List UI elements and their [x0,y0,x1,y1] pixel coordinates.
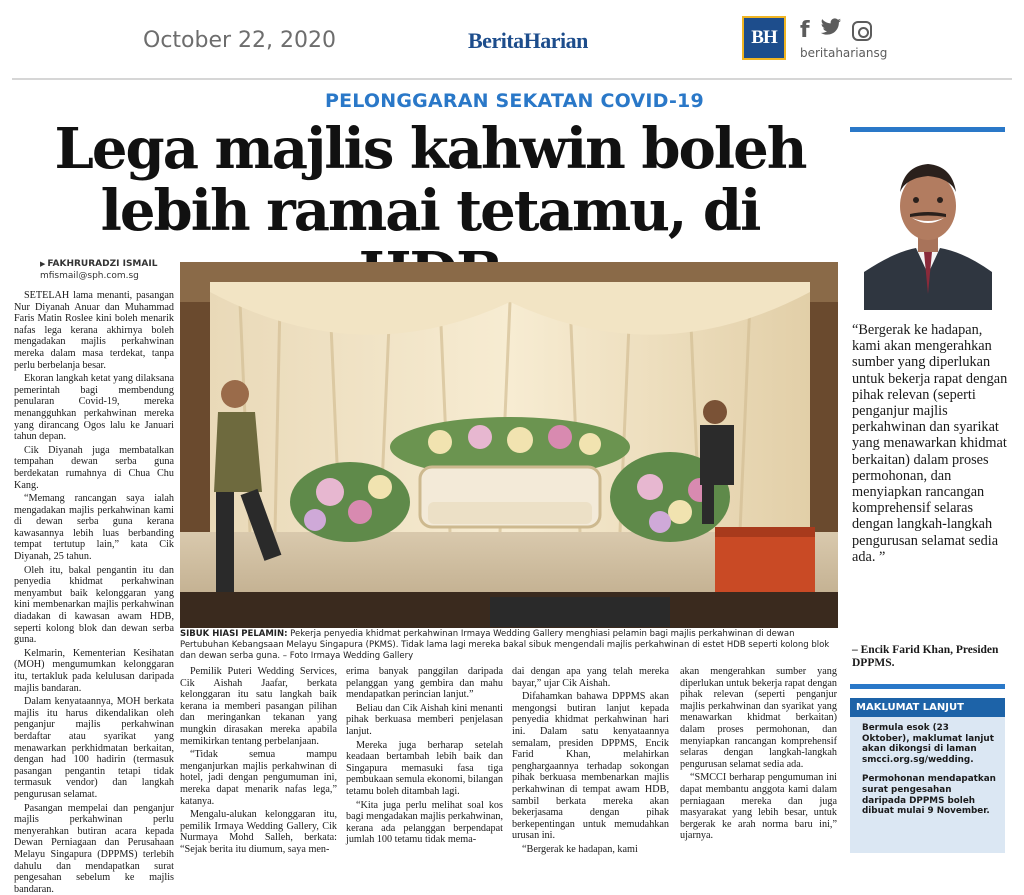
bh-logo[interactable]: BH [742,16,786,60]
headline-line-2: lebih ramai tetamu, di [100,178,760,244]
paragraph: Beliau dan Cik Aishah kini menanti pihak berkuasa memberi penjelasan lanjut. [346,702,503,737]
info-box-title: MAKLUMAT LANJUT [850,698,1005,717]
social-handle[interactable]: beritahariansg [800,46,888,60]
photo-caption [180,629,838,662]
info-box-divider [850,684,1005,689]
caption-text: Pekerja penyedia khidmat perkahwinan Irmaya Wedding Gallery menghiasi pelamin bagi majlis perkahwinan di dewan Pertubuhan Kebangsaan Melayu Singapura (PKMS). Tidak lama lagi mereka bakal sibuk mengendali majlis perkahwinan di estet HDB seperti kolong blok dan dewan serba guna. – Foto Irmaya Wedding Gallery [180,629,830,661]
paragraph: Oleh itu, bakal pengantin itu dan penyedia khidmat perkahwinan menyambut baik kelonggaran yang kini membenarkan majlis perkahwinan diadakan di kawasan awam HDB, seperti kolong blok dan dewan serba guna. [14,564,174,646]
paragraph: akan mengerahkan sumber yang diperlukan untuk bekerja rapat dengan pihak relevan (seperti penganjur majlis perkahwinan dan syarikat yang menawarkan khidmat berkaitan) dalam proses permohonan, dan menyiapkan rancangan komprehensif selaras dengan langkah-langkah pengurusan selamat sedia ada. [680,666,837,770]
article-column-3 [346,666,503,856]
article-column-1 [14,290,174,895]
byline-email[interactable]: mfismail@sph.com.sg [40,271,139,281]
paragraph: Mereka juga berharap setelah keadaan bertambah lebih baik dan Singapura memasuki fasa tiga pembukaan semula ekonomi, bilangan tetamu boleh ditambah lagi. [346,739,503,797]
paragraph: “Tidak semua mampu menganjurkan majlis perkahwinan di hotel, jadi dengan pengumuman ini, mereka dapat menarik nafas lega,” katanya. [180,749,337,807]
info-box [850,717,1005,853]
paragraph: Kelmarin, Kementerian Kesihatan (MOH) mengumumkan kelonggaran itu, tertakluk pada kelulusan daripada majlis bandaran. [14,647,174,694]
paragraph: erima banyak panggilan daripada pelanggan yang gembira dan mahu mendapatkan perincian lanjut.” [346,666,503,701]
paragraph: “Bergerak ke hadapan, kami [522,843,638,855]
paragraph: Cik Diyanah juga membatalkan tempahan dewan serba guna berdekatan rumahnya di Chua Chu Kang. [14,444,174,491]
instagram-icon[interactable] [852,21,872,41]
quote-attribution: – Encik Farid Khan, Presiden DPPMS. [852,644,999,669]
article-column-4 [512,666,669,856]
paragraph: Difahamkan bahawa DPPMS akan mengongsi butiran lanjut kepada penyedia khidmat perkahwinan hari ini. Dalam satu kenyataannya semalam, presiden DPPMS, Encik Farid Khan, melahirkan penghargaannya terhadap sokongan pihak berkuasa membenarkan majlis perkahwinan di tempat awam HDB, sambil berkata mereka akan bekerjasama dengan pihak berkepentingan untuk memudahkan urusan ini. [512,691,669,842]
paragraph: Mengalu-alukan kelonggaran itu, pemilik Irmaya Wedding Gallery, Cik Nurmaya Mohd Salleh, berkata: “Sejak berita itu diumum, saya men- [180,809,337,855]
info-item: Bermula esok (23 Oktober), maklumat lanjut akan dikongsi di laman smcci.org.sg/wedding. [862,723,994,765]
masthead [0,0,1024,80]
byline-author: ▶ FAKHRURADZI ISMAIL [40,258,157,270]
paragraph: Ekoran langkah ketat yang dilaksana pemerintah bagi membendung penularan Covid-19, mereka menangguhkan perkahwinan mereka yang dirancang Ogos lalu ke Januari tahun depan. [14,373,174,443]
paragraph: dai dengan apa yang telah mereka bayar,” ujar Cik Aishah. [512,666,669,689]
article-photo [180,262,838,628]
paragraph: SETELAH lama menanti, pasangan Nur Diyanah Anuar dan Muhammad Faris Matin Roslee kini boleh menarik nafas lega kerana akhirnya boleh mengadakan majlis perkahwinan mereka dalam masa terdekat, tanpa perlu berbelanja besar. [14,290,174,371]
newspaper-name[interactable]: BeritaHarian [468,28,588,53]
paragraph: “Kita juga perlu melihat soal kos bagi mengadakan majlis perkahwinan, kerana ada pelanggan berpendapat jumlah 100 tetamu tidak mema- [346,799,503,846]
headline-line-1: Lega majlis kahwin boleh [54,116,806,182]
paragraph: “SMCCI berharap pengumuman ini dapat membantu anggota kami dalam perniagaan mereka dan juga masyarakat yang lebih besar, untuk bergerak ke arah norma baru ini,” ujarnya. [680,772,837,842]
portrait-photo [864,144,992,310]
article-kicker: PELONGGARAN SEKATAN COVID-19 [325,90,704,112]
facebook-icon[interactable]: f [800,18,810,43]
article-column-2 [180,666,337,856]
paragraph: Pasangan mempelai dan penganjur majlis perkahwinan perlu menyerahkan butiran acara kepada Dewan Perniagaan dan Perusahaan Melayu Singapura (DPPMS) terlebih dahulu dan mendapatkan surat pengesahan sebelum ke majlis bandaran. [14,802,174,895]
social-links [800,18,872,43]
header-divider [12,78,1012,80]
info-item: Permohonan mendapatkan surat pengesahan daripada DPPMS boleh dibuat mulai 9 November. [862,774,996,817]
sidebar-divider [850,127,1005,132]
paragraph: Dalam kenyataannya, MOH berkata majlis itu harus dikendalikan oleh penganjur majlis perkahwinan berdaftar atau syarikat yang menawarkan perkhidmatan berkaitan, dengan had 100 hadirin (termasuk pasangan pengantin tetapi tidak termasuk vendor) dan langkah pengurusan selamat. [14,696,174,800]
pull-quote: “Bergerak ke hadapan, kami akan mengerahkan sumber yang diperlukan untuk bekerja rapat dengan pihak relevan (seperti penganjur majlis perkahwinan dan syarikat yang menawarkan khidmat berkaitan) dalam proses permohonan, dan menyiapkan rancangan komprehensif selaras dengan langkah-langkah pengurusan selamat sedia ada. ” [852,322,1008,565]
caption-lead: SIBUK HIASI PELAMIN: [180,629,288,639]
byline [40,258,157,282]
article-column-5 [680,666,837,856]
paragraph: Pemilik Puteri Wedding Services, Cik Aishah Jaafar, berkata kelonggaran itu satu langkah baik kerana ia memberi pasangan pilihan dan meringankan tekanan yang mungkin dirasakan mereka apabila memikirkan tentang perbelanjaan. [180,666,337,747]
twitter-icon[interactable] [820,18,842,43]
publication-date: October 22, 2020 [143,28,337,53]
paragraph: “Memang rancangan saya ialah mengadakan majlis perkahwinan kami di dewan serba guna kerana kawasannya lebih luas berbanding tempat tertutup lain,” kata Cik Diyanah, 25 tahun. [14,493,174,563]
